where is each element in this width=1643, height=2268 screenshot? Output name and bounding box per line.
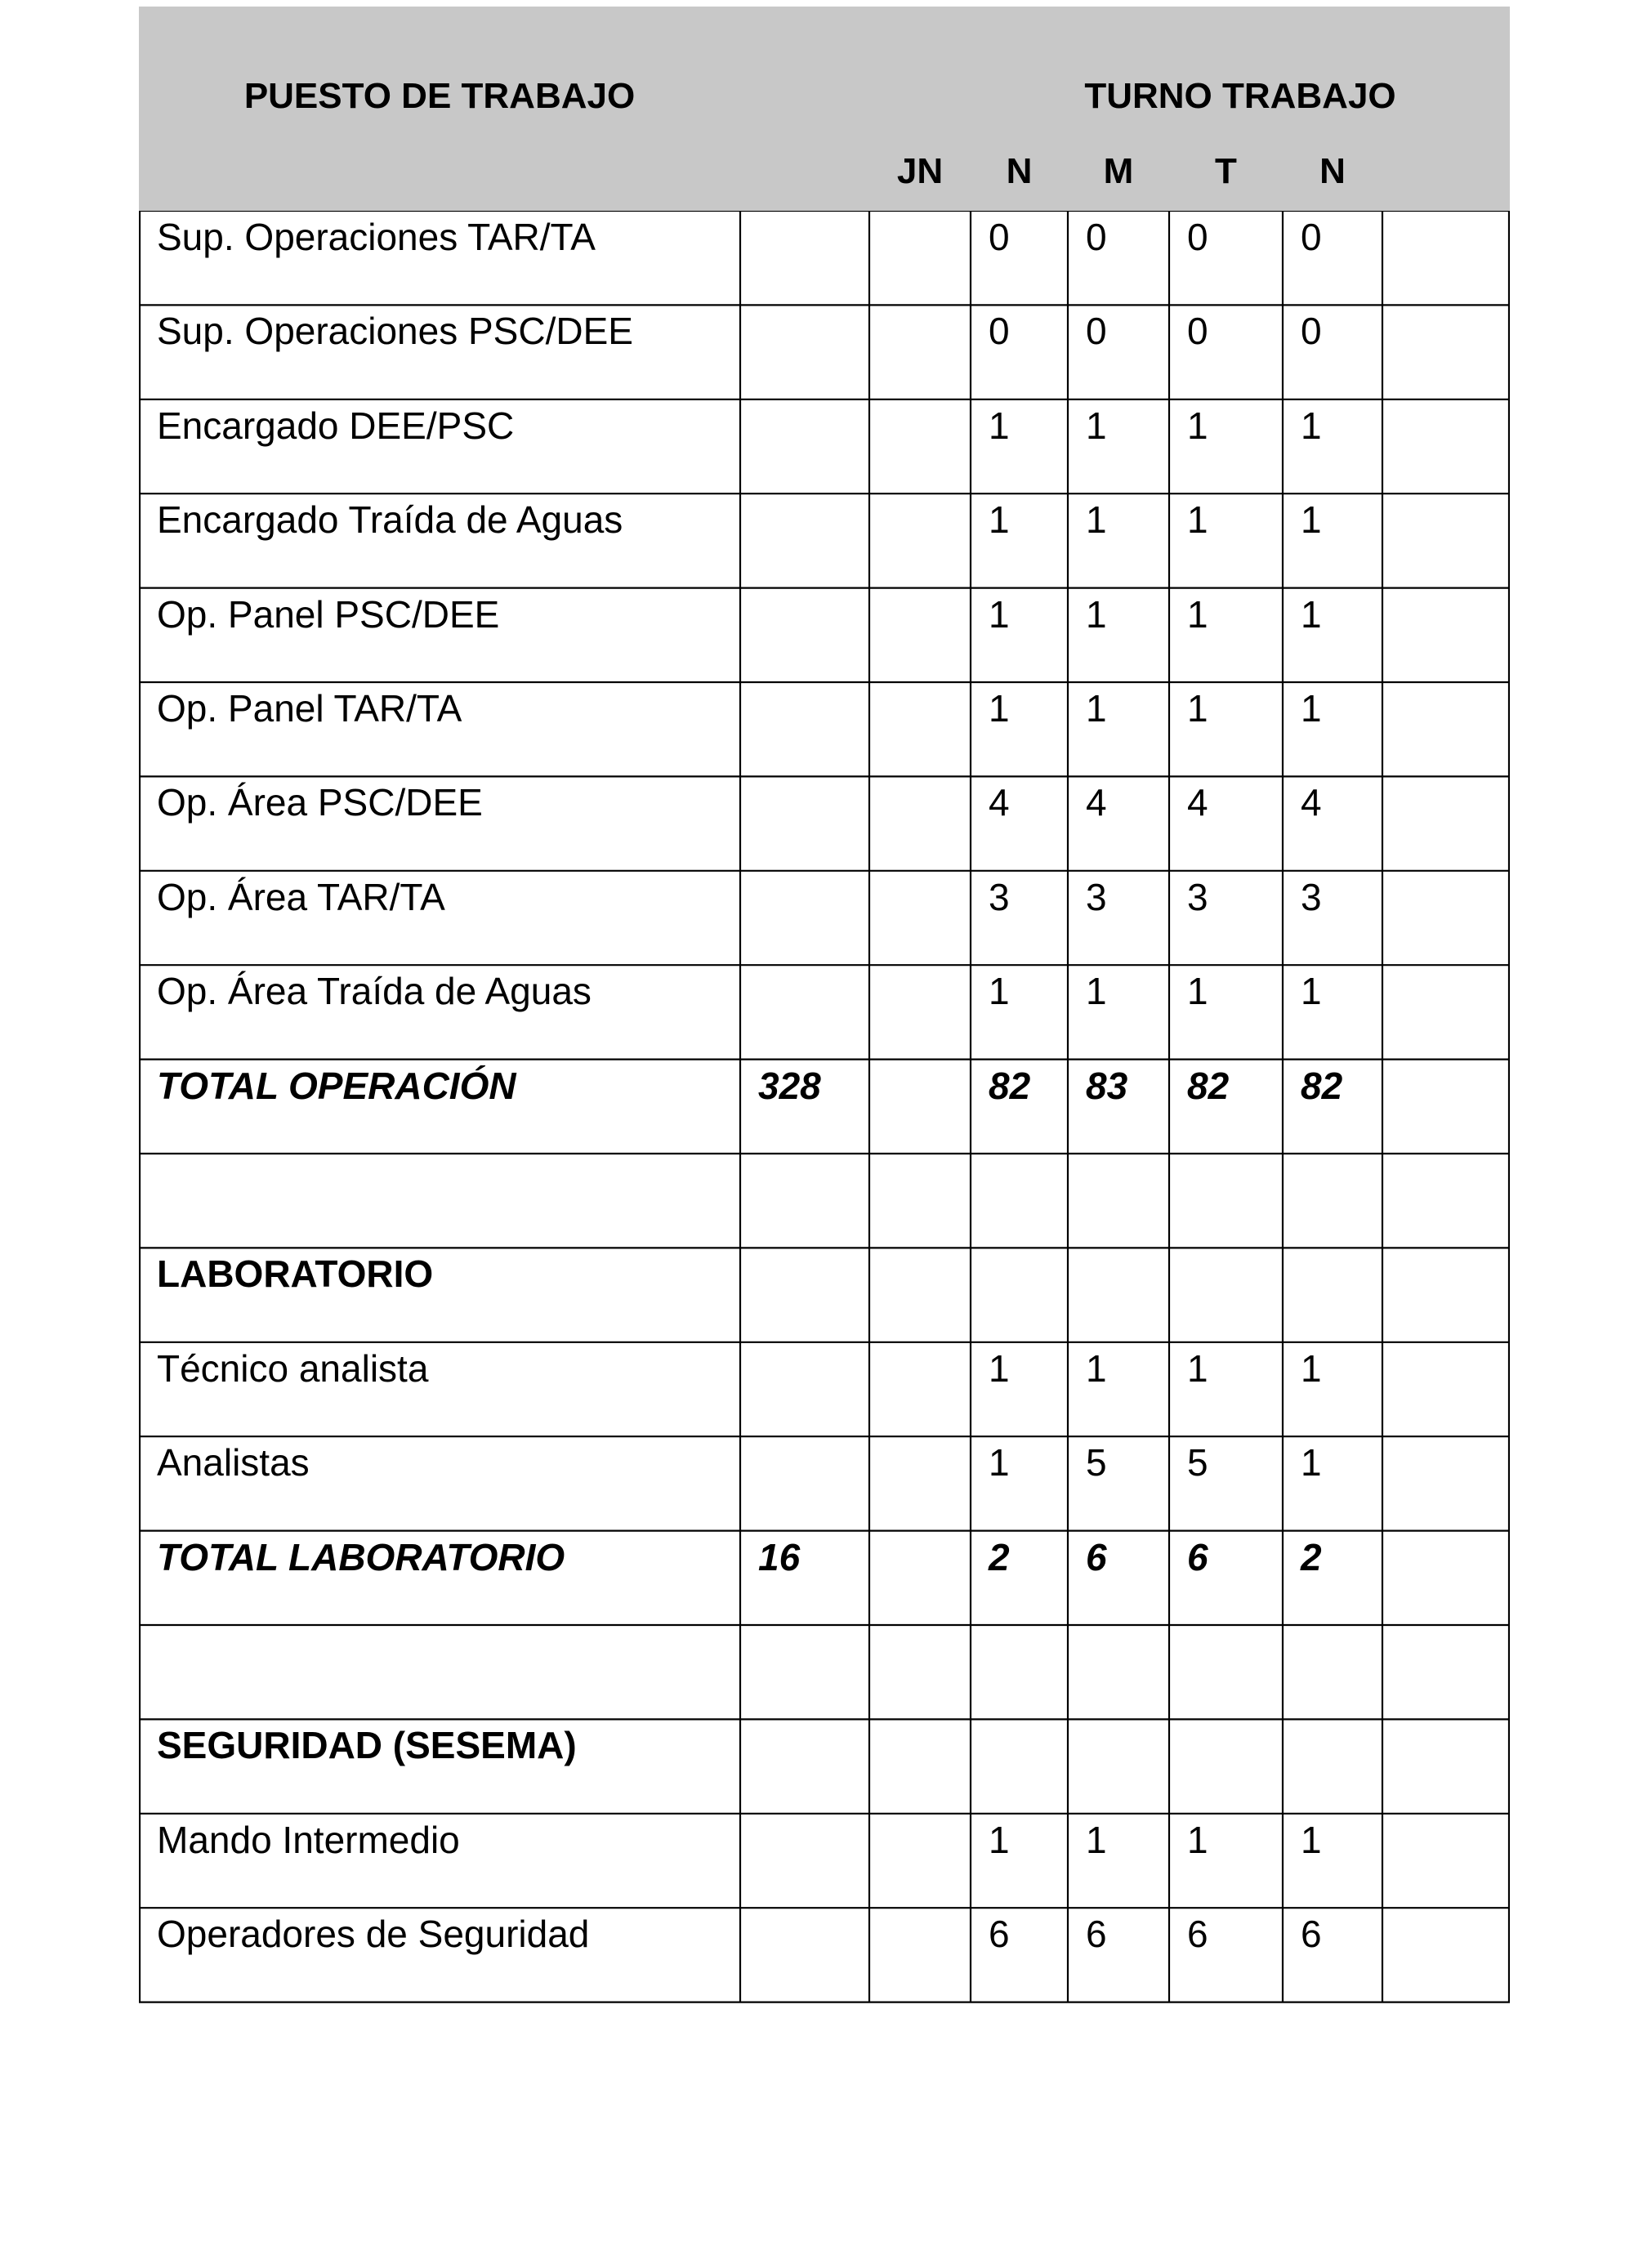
row-n-first: 1 xyxy=(989,1441,1010,1484)
row-n-second: 4 xyxy=(1301,781,1322,824)
row-total: 328 xyxy=(758,1064,821,1107)
table-row xyxy=(139,1248,1510,1342)
row-t: 0 xyxy=(1187,310,1208,353)
row-n-first: 2 xyxy=(989,1535,1010,1578)
header-puesto-de-trabajo: PUESTO DE TRABAJO xyxy=(243,76,636,116)
row-t: 3 xyxy=(1187,875,1208,918)
subheader-n-first: N xyxy=(1006,151,1033,191)
row-total: 16 xyxy=(758,1535,801,1578)
row-n-second: 1 xyxy=(1301,687,1322,730)
row-n-second: 6 xyxy=(1301,1913,1322,1956)
row-label: TOTAL LABORATORIO xyxy=(157,1535,565,1578)
row-m: 1 xyxy=(1086,687,1107,730)
table-row xyxy=(139,1154,1510,1248)
row-n-first: 1 xyxy=(989,1818,1010,1861)
row-n-second: 1 xyxy=(1301,1441,1322,1484)
row-n-second: 1 xyxy=(1301,1346,1322,1390)
row-n-first: 4 xyxy=(989,781,1010,824)
row-n-first: 1 xyxy=(989,687,1010,730)
row-n-first: 0 xyxy=(989,310,1010,353)
row-n-first: 1 xyxy=(989,498,1010,542)
header-turno-trabajo: TURNO TRABAJO xyxy=(1084,76,1396,116)
row-n-second: 0 xyxy=(1301,310,1322,353)
row-label: Op. Área Traída de Aguas xyxy=(157,970,592,1013)
row-label: Op. Área TAR/TA xyxy=(157,875,445,918)
row-label: Encargado DEE/PSC xyxy=(157,404,515,447)
subheader-t: T xyxy=(1215,151,1237,191)
row-t: 82 xyxy=(1187,1064,1230,1107)
table-cells xyxy=(139,7,1510,2006)
row-label: Técnico analista xyxy=(157,1346,429,1390)
header-bg-mid xyxy=(740,7,869,211)
row-m: 1 xyxy=(1086,970,1107,1013)
subheader-n-second: N xyxy=(1319,151,1346,191)
table-row xyxy=(139,965,1510,1059)
table-row xyxy=(139,1436,1510,1530)
row-t: 1 xyxy=(1187,404,1208,447)
row-n-second: 1 xyxy=(1301,592,1322,636)
table-row xyxy=(139,493,1510,587)
row-label: Op. Panel TAR/TA xyxy=(157,687,462,730)
staffing-table xyxy=(139,7,1510,2006)
row-t: 4 xyxy=(1187,781,1208,824)
row-n-first: 1 xyxy=(989,592,1010,636)
row-n-second: 1 xyxy=(1301,1818,1322,1861)
row-label: SEGURIDAD (SESEMA) xyxy=(157,1724,577,1767)
table-row xyxy=(139,400,1510,493)
row-t: 1 xyxy=(1187,687,1208,730)
subheader-m: M xyxy=(1103,151,1134,191)
row-m: 6 xyxy=(1086,1535,1107,1578)
row-t: 6 xyxy=(1187,1913,1208,1956)
table-row xyxy=(139,305,1510,399)
table-row xyxy=(139,871,1510,965)
row-m: 3 xyxy=(1086,875,1107,918)
row-label: Mando Intermedio xyxy=(157,1818,460,1861)
row-label: Sup. Operaciones TAR/TA xyxy=(157,216,596,258)
row-m: 4 xyxy=(1086,781,1107,824)
table-row xyxy=(139,682,1510,776)
row-t: 1 xyxy=(1187,498,1208,542)
row-t: 6 xyxy=(1187,1535,1208,1578)
row-label: Operadores de Seguridad xyxy=(157,1913,590,1956)
row-t: 5 xyxy=(1187,1441,1208,1484)
row-label: Analistas xyxy=(157,1441,310,1484)
row-n-first: 1 xyxy=(989,1346,1010,1390)
table-row xyxy=(139,1531,1510,1625)
row-label: TOTAL OPERACIÓN xyxy=(157,1064,516,1107)
table-row xyxy=(139,1060,1510,1154)
row-t: 1 xyxy=(1187,1818,1208,1861)
row-n-first: 6 xyxy=(989,1913,1010,1956)
table-row xyxy=(139,1814,1510,1908)
row-t: 0 xyxy=(1187,216,1208,258)
row-n-second: 1 xyxy=(1301,970,1322,1013)
row-n-first: 82 xyxy=(989,1064,1031,1107)
row-label: Sup. Operaciones PSC/DEE xyxy=(157,310,633,353)
row-m: 0 xyxy=(1086,310,1107,353)
row-n-second: 1 xyxy=(1301,404,1322,447)
row-t: 1 xyxy=(1187,970,1208,1013)
table-row xyxy=(139,1908,1510,2002)
table-row xyxy=(139,776,1510,870)
row-m: 83 xyxy=(1086,1064,1128,1107)
row-m: 6 xyxy=(1086,1913,1107,1956)
table-row xyxy=(139,1719,1510,1813)
table-row xyxy=(139,211,1510,305)
row-n-second: 82 xyxy=(1301,1064,1343,1107)
row-n-second: 0 xyxy=(1301,216,1322,258)
row-n-second: 2 xyxy=(1301,1535,1322,1578)
row-m: 0 xyxy=(1086,216,1107,258)
row-m: 1 xyxy=(1086,1818,1107,1861)
row-t: 1 xyxy=(1187,592,1208,636)
row-n-first: 3 xyxy=(989,875,1010,918)
row-n-second: 3 xyxy=(1301,875,1322,918)
row-label: Op. Área PSC/DEE xyxy=(157,781,483,824)
row-n-first: 0 xyxy=(989,216,1010,258)
row-m: 1 xyxy=(1086,404,1107,447)
table-row xyxy=(139,1342,1510,1436)
row-m: 1 xyxy=(1086,1346,1107,1390)
row-label: LABORATORIO xyxy=(157,1252,434,1296)
row-m: 5 xyxy=(1086,1441,1107,1484)
table-row xyxy=(139,1625,1510,1719)
row-label: Op. Panel PSC/DEE xyxy=(157,592,500,636)
row-n-first: 1 xyxy=(989,970,1010,1013)
row-m: 1 xyxy=(1086,498,1107,542)
row-n-second: 1 xyxy=(1301,498,1322,542)
row-m: 1 xyxy=(1086,592,1107,636)
row-n-first: 1 xyxy=(989,404,1010,447)
table-row xyxy=(139,588,1510,682)
subheader-jn: JN xyxy=(896,151,944,191)
row-t: 1 xyxy=(1187,1346,1208,1390)
row-label: Encargado Traída de Aguas xyxy=(157,498,623,542)
